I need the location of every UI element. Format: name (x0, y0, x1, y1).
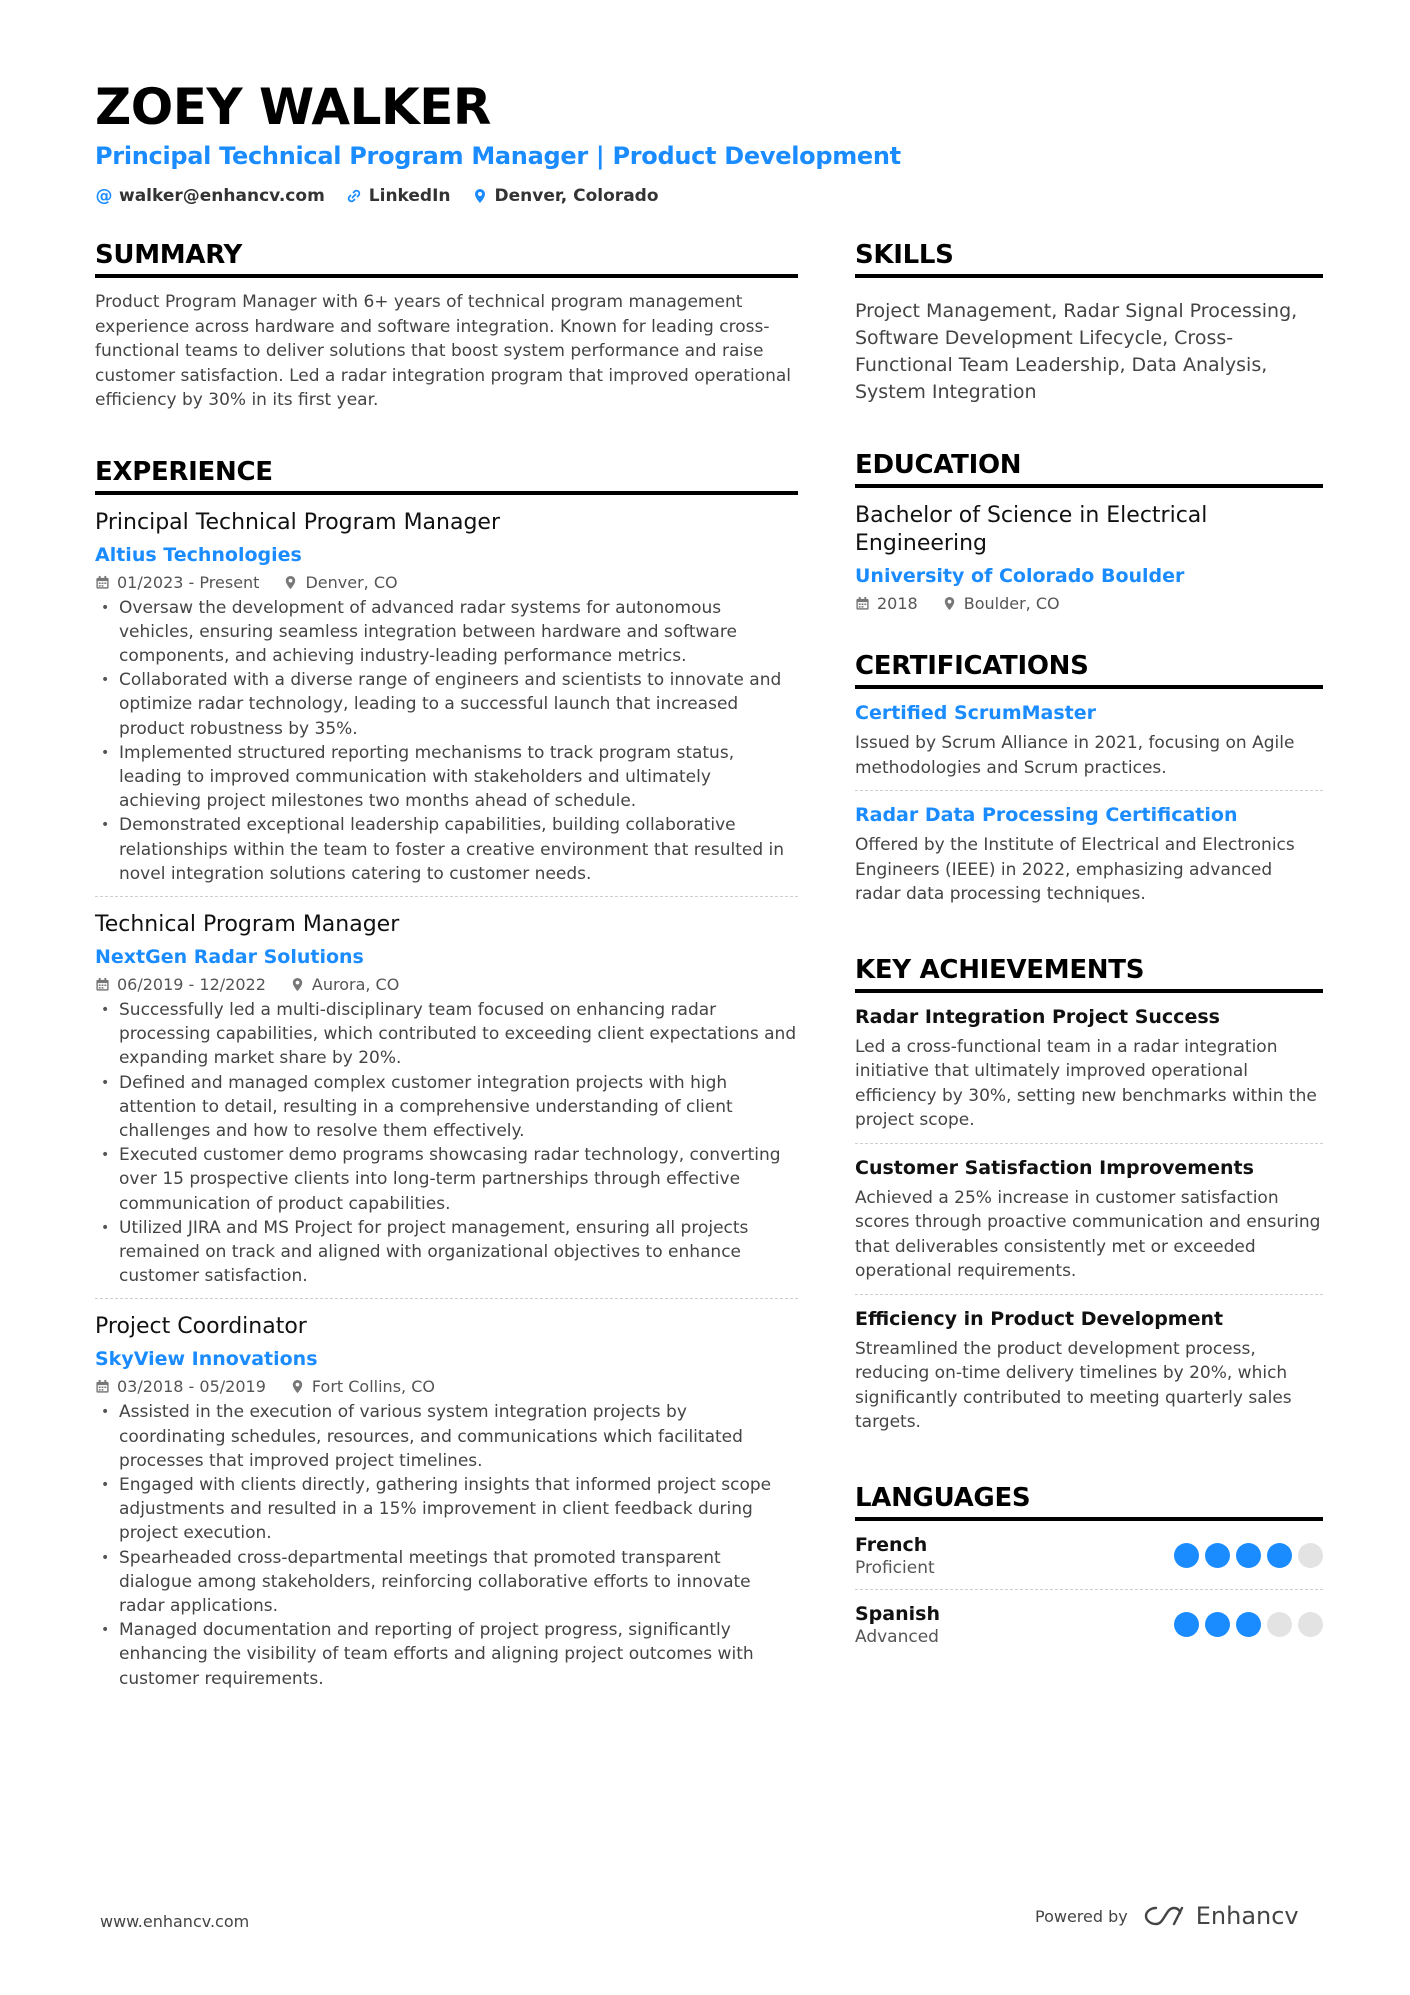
job-title: Project Coordinator (95, 1314, 307, 1340)
job-location (290, 1377, 435, 1396)
certification-desc: Issued by Scrum Alliance in 2021, focusing on Agile methodologies and Scrum practices. (855, 733, 1295, 778)
location-pin-icon (283, 575, 298, 590)
job-dates-text: 03/2018 - 05/2019 (117, 1377, 266, 1397)
rating-dot-filled (1205, 1612, 1230, 1637)
language-rating (1174, 1543, 1323, 1568)
languages-section (855, 1483, 1323, 1658)
job-bullet: • Defined and managed complex customer integration projects with high attention to detail, resulting in a comprehensive understanding of client challenges and how to resolve them effectively. (95, 1071, 798, 1144)
enhancv-brand-text: Enhancv (1195, 1902, 1299, 1930)
contact-email-text: walker@enhancv.com (119, 186, 325, 206)
language-level: Advanced (855, 1626, 939, 1647)
right-column (855, 240, 1323, 1696)
calendar-icon (95, 575, 110, 590)
job-bullets (95, 1400, 798, 1690)
job-bullet: • Managed documentation and reporting of project progress, significantly enhancing the visibility of team efforts and aligning project outcomes with customer requirements. (95, 1618, 798, 1691)
job-bullet: • Successfully led a multi-disciplinary team focused on enhancing radar processing capabilities, which contributed to exceeding client expectations and expanding market share by 20%. (95, 998, 798, 1071)
link-icon (345, 187, 363, 205)
candidate-name: ZOEY WALKER (95, 78, 491, 136)
achievement-desc: Led a cross-functional team in a radar integration initiative that ultimately improved operational efficiency by 30%, setting new benchmarks within the project scope. (855, 1036, 1317, 1130)
education-section (855, 450, 1323, 613)
language-name: Spanish (855, 1602, 940, 1625)
job-title: Principal Technical Program Manager (95, 509, 501, 535)
skills-text: Project Management, Radar Signal Processing, Software Development Lifecycle, Cross-Functional Team Leadership, Data Analysis, System Integration (855, 300, 1298, 403)
enhancv-logo[interactable] (1142, 1902, 1299, 1930)
achievement-entry (855, 993, 1323, 1144)
company-name: SkyView Innovations (95, 1348, 318, 1371)
job-bullet: • Engaged with clients directly, gathering insights that informed project scope adjustments and resulted in a 15% improvement in client feedback during project execution. (95, 1473, 798, 1546)
rating-dot-filled (1174, 1543, 1199, 1568)
job-bullets (95, 596, 798, 886)
rating-dot-empty (1298, 1543, 1323, 1568)
experience-entry (95, 495, 798, 897)
achievement-desc: Streamlined the product development process, reducing on-time delivery timelines by 20%, which significantly contributed to meeting quarterly sales targets. (855, 1338, 1292, 1432)
job-bullet: • Spearheaded cross-departmental meetings that promoted transparent dialogue among stakeholders, reinforcing collaborative efforts to innovate radar applications. (95, 1546, 798, 1619)
certification-entry (855, 689, 1323, 791)
language-info (855, 1602, 940, 1648)
location-pin-icon (290, 1379, 305, 1394)
job-bullet: • Implemented structured reporting mechanisms to track program status, leading to improved communication with stakeholders and ultimately achieving project milestones two months ahead of schedule. (95, 741, 798, 814)
job-dates (95, 1377, 266, 1396)
job-location-text: Aurora, CO (311, 974, 400, 994)
calendar-icon (95, 1379, 110, 1394)
education-location-text: Boulder, CO (963, 594, 1060, 613)
education-year (855, 594, 918, 613)
education-location (942, 594, 1060, 613)
certification-title: Radar Data Processing Certification (855, 804, 1238, 826)
job-dates-text: 01/2023 - Present (117, 572, 260, 592)
job-bullet: • Collaborated with a diverse range of engineers and scientists to innovate and optimize radar technology, leading to a successful launch that increased product robustness by 35%. (95, 668, 798, 741)
job-dates (95, 573, 259, 592)
language-entry (855, 1521, 1323, 1590)
job-bullet: • Executed customer demo programs showcasing radar technology, converting over 15 prospective clients into long-term partnerships through effective communication of product capabilities. (95, 1143, 798, 1216)
contact-location-text: Denver, Colorado (494, 186, 659, 206)
job-meta (95, 573, 798, 592)
achievements-title: KEY ACHIEVEMENTS (855, 955, 1323, 993)
job-bullet: • Oversaw the development of advanced radar systems for autonomous vehicles, ensuring seamless integration between hardware and software components, and achieving industry-leading performance metrics. (95, 596, 798, 669)
summary-text: Product Program Manager with 6+ years of technical program management experience across hardware and software integration. Known for leading cross-functional teams to deliver solutions that boost system performance and raise customer satisfaction. Led a radar integration program that improved operational efficiency by 30% in its first year. (95, 292, 792, 410)
job-location (283, 573, 397, 592)
job-bullet: • Assisted in the execution of various system integration projects by coordinating schedules, resources, and communications which facilitated processes that improved project timelines. (95, 1400, 798, 1473)
location-pin-icon (290, 977, 305, 992)
contact-bar (95, 186, 659, 206)
skills-section (855, 240, 1323, 406)
enhancv-logo-icon (1142, 1903, 1188, 1929)
achievement-title: Radar Integration Project Success (855, 1005, 1220, 1028)
contact-linkedin-text: LinkedIn (368, 186, 451, 206)
rating-dot-filled (1174, 1612, 1199, 1637)
skills-title: SKILLS (855, 240, 1323, 278)
education-meta (855, 594, 1323, 613)
summary-section (95, 240, 798, 413)
job-location-text: Fort Collins, CO (311, 1377, 435, 1397)
certifications-title: CERTIFICATIONS (855, 651, 1323, 689)
job-bullets (95, 998, 798, 1288)
powered-by-label: Powered by (1035, 1906, 1128, 1926)
achievement-desc: Achieved a 25% increase in customer satisfaction scores through proactive communication and ensuring that deliverables consistently met or exceeded operational requirements. (855, 1187, 1321, 1281)
language-entry (855, 1590, 1323, 1658)
company-name: NextGen Radar Solutions (95, 945, 364, 968)
rating-dot-filled (1236, 1543, 1261, 1568)
footer-branding (1035, 1902, 1299, 1930)
school-name: University of Colorado Boulder (855, 565, 1185, 587)
contact-email[interactable] (95, 186, 325, 206)
achievement-title: Customer Satisfaction Improvements (855, 1156, 1254, 1179)
calendar-icon (95, 977, 110, 992)
certifications-section (855, 651, 1323, 917)
calendar-icon (855, 596, 870, 611)
company-name: Altius Technologies (95, 543, 302, 566)
rating-dot-empty (1298, 1612, 1323, 1637)
experience-title: EXPERIENCE (95, 457, 798, 495)
job-meta (95, 1377, 798, 1396)
education-year-text: 2018 (877, 594, 918, 613)
at-icon: @ (95, 186, 113, 206)
achievement-entry (855, 1144, 1323, 1295)
summary-title: SUMMARY (95, 240, 798, 278)
job-dates (95, 975, 266, 994)
rating-dot-filled (1205, 1543, 1230, 1568)
job-bullet: • Utilized JIRA and MS Project for project management, ensuring all projects remained on track and aligned with organizational objectives to enhance customer satisfaction. (95, 1216, 798, 1289)
experience-entry (95, 897, 798, 1299)
languages-title: LANGUAGES (855, 1483, 1323, 1521)
certification-entry (855, 791, 1323, 917)
job-location-text: Denver, CO (305, 572, 398, 592)
education-title: EDUCATION (855, 450, 1323, 488)
experience-section (95, 457, 798, 1701)
achievement-entry (855, 1295, 1323, 1445)
rating-dot-filled (1236, 1612, 1261, 1637)
job-location (290, 975, 399, 994)
left-column (95, 240, 798, 1739)
language-name: French (855, 1533, 928, 1556)
footer-website[interactable]: www.enhancv.com (100, 1912, 250, 1931)
job-dates-text: 06/2019 - 12/2022 (117, 974, 266, 994)
contact-location (471, 186, 659, 206)
rating-dot-empty (1267, 1612, 1292, 1637)
location-pin-icon (471, 187, 489, 205)
degree-title: Bachelor of Science in Electrical Engineering (855, 503, 1208, 556)
candidate-headline: Principal Technical Program Manager | Product Development (95, 142, 901, 170)
language-level: Proficient (855, 1557, 935, 1578)
job-meta (95, 975, 798, 994)
certification-desc: Offered by the Institute of Electrical and Electronics Engineers (IEEE) in 2022, emphasizing advanced radar data processing techniques. (855, 835, 1295, 904)
job-title: Technical Program Manager (95, 911, 400, 937)
rating-dot-filled (1267, 1543, 1292, 1568)
certification-title: Certified ScrumMaster (855, 702, 1096, 724)
contact-linkedin[interactable] (345, 186, 451, 206)
language-rating (1174, 1612, 1323, 1637)
language-info (855, 1533, 935, 1579)
achievements-section (855, 955, 1323, 1445)
job-bullet: • Demonstrated exceptional leadership capabilities, building collaborative relationships within the team to foster a creative environment that resulted in novel integration solutions catering to customer needs. (95, 813, 798, 886)
achievement-title: Efficiency in Product Development (855, 1307, 1224, 1330)
location-pin-icon (942, 596, 957, 611)
experience-entry (95, 1299, 798, 1700)
